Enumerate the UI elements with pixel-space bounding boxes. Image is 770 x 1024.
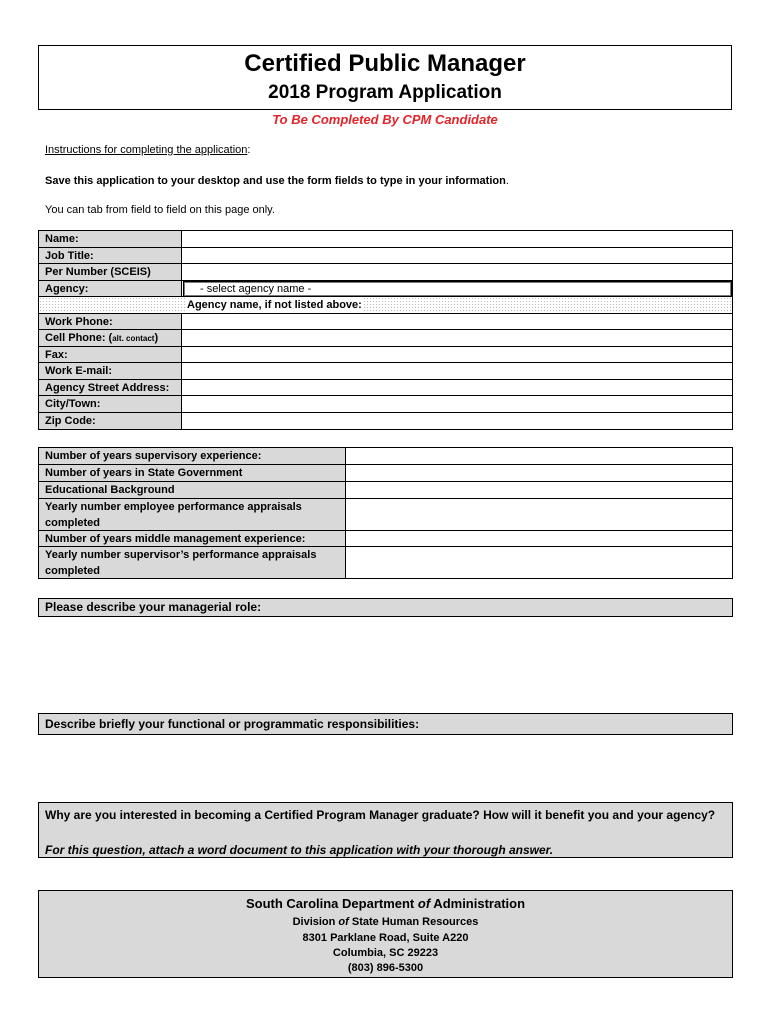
education-label: Educational Background [39,482,346,499]
candidate-notice: To Be Completed By CPM Candidate [272,112,498,127]
name-label: Name: [39,231,182,247]
middle-mgmt-label: Number of years middle management experience: [39,531,346,547]
fax-row [39,347,732,364]
zip-row [39,413,732,430]
street-label: Agency Street Address: [39,380,182,396]
supervisory-years-field[interactable] [346,448,732,465]
agency-other-row[interactable] [39,297,732,314]
cell-phone-field[interactable] [182,330,732,346]
city-label: City/Town: [39,396,182,412]
education-field[interactable] [346,482,732,499]
per-number-field[interactable] [182,264,732,280]
responsibilities-question: Describe briefly your functional or programmatic responsibilities: [38,713,733,735]
work-phone-label: Work Phone: [39,314,182,330]
per-number-row [39,264,732,281]
supervisor-appraisals-field[interactable] [346,547,732,578]
city-field[interactable] [182,396,732,412]
street-row [39,380,732,397]
instructions-line-1: Save this application to your desktop and use the form fields to type in your information. [45,175,509,187]
name-field[interactable] [182,231,732,247]
zip-label: Zip Code: [39,413,182,430]
cell-phone-label: Cell Phone: (alt. contact) [39,330,182,346]
fax-label: Fax: [39,347,182,363]
work-phone-row [39,314,732,331]
managerial-role-question: Please describe your managerial role: [38,598,733,617]
agency-row [39,281,732,298]
appraisals-field[interactable] [346,499,732,531]
responsibilities-answer[interactable] [38,736,733,798]
page-title: Certified Public Manager [244,50,526,77]
page-subtitle: 2018 Program Application [268,82,502,103]
state-gov-years-label: Number of years in State Government [39,465,346,482]
footer-city: Columbia, SC 29223 [332,947,439,959]
middle-mgmt-field[interactable] [346,531,732,547]
department-name: South Carolina Department of Administration [245,896,526,911]
interest-question-note: For this question, attach a word document to this application with your thorough answer. [45,843,554,857]
appraisals-label: Yearly number employee performance appraisals completed [39,499,346,531]
experience-table [38,447,733,579]
cell-phone-row [39,330,732,347]
zip-field[interactable] [182,413,732,430]
per-number-label: Per Number (SCEIS) [39,264,182,280]
fax-field[interactable] [182,347,732,363]
work-email-row [39,363,732,380]
work-email-label: Work E-mail: [39,363,182,379]
work-email-field[interactable] [182,363,732,379]
job-title-field[interactable] [182,248,732,264]
supervisory-years-label: Number of years supervisory experience: [39,448,346,465]
agency-select[interactable]: - select agency name - [184,282,731,296]
instructions-heading: Instructions for completing the application: [45,144,251,156]
interest-question: Why are you interested in becoming a Certified Program Manager graduate? How will it benefit you and your agency? [45,808,716,822]
instructions-line-2: You can tab from field to field on this page only. [45,204,275,216]
personal-info-table [38,230,733,430]
work-phone-field[interactable] [182,314,732,330]
name-row [39,231,732,248]
city-row [39,396,732,413]
footer-phone: (803) 896-5300 [347,962,424,974]
state-gov-years-field[interactable] [346,465,732,482]
interest-question-box [38,802,733,858]
division-name: Division of State Human Resources [292,916,479,928]
managerial-role-answer[interactable] [38,618,733,710]
title-box [38,45,732,110]
agency-other-label: Agency name, if not listed above: [187,299,362,311]
agency-label: Agency: [39,281,182,297]
job-title-row [39,248,732,265]
job-title-label: Job Title: [39,248,182,264]
supervisor-appraisals-label: Yearly number supervisor’s performance appraisals completed [39,547,346,578]
street-field[interactable] [182,380,732,396]
footer-address: 8301 Parklane Road, Suite A220 [302,932,469,944]
footer-contact-box [38,890,733,978]
